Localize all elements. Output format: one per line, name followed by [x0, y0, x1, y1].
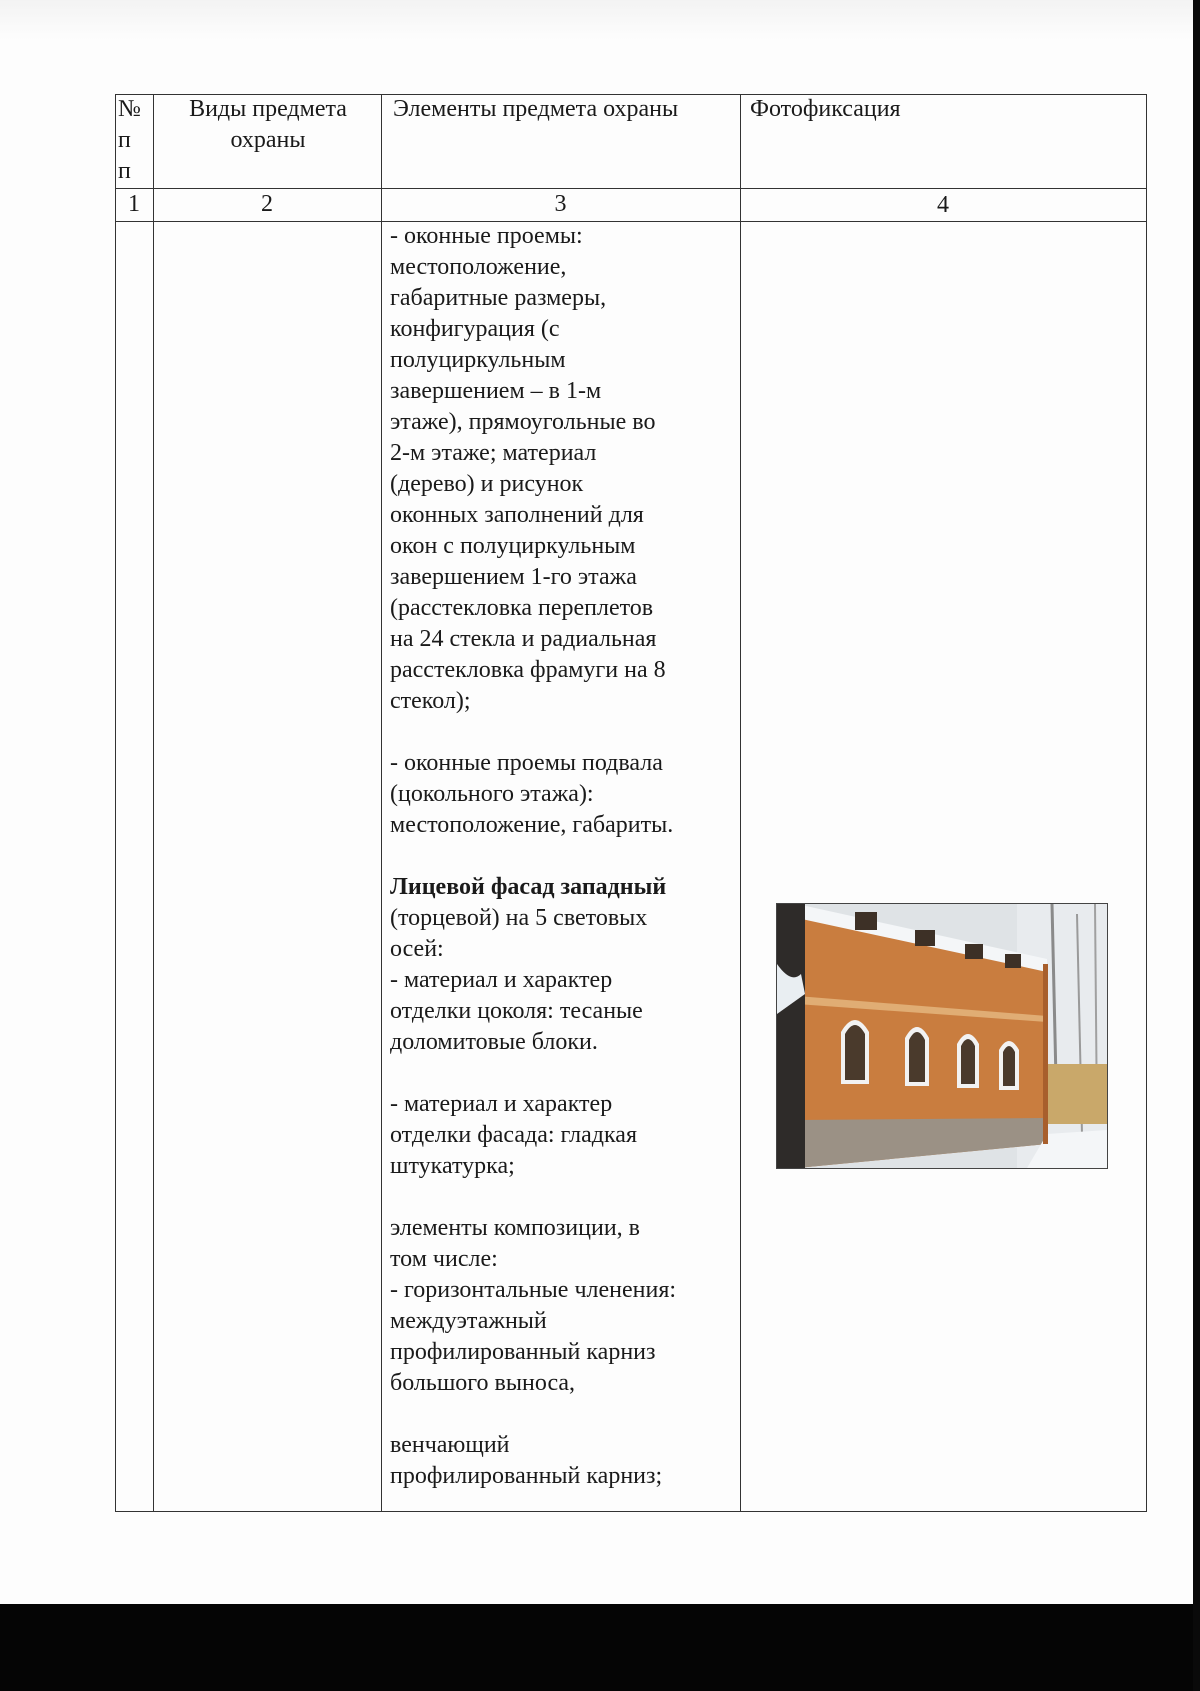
crowning-cornice-paragraph: венчающий профилированный карниз; [390, 1432, 663, 1489]
scan-shadow [0, 0, 1200, 40]
col-number-3: 3 [554, 191, 567, 217]
col-number-1: 1 [128, 191, 140, 217]
header-protection-elements: Элементы предмета охраны [393, 96, 679, 122]
facade-photo [776, 903, 1108, 1169]
col-number-2: 2 [261, 191, 273, 217]
west-facade-paragraph [390, 872, 730, 1058]
west-facade-text: (торцевой) на 5 световых осей: - материал и характер отделки цоколя: тесаные доломитовые блоки. [390, 905, 648, 1055]
protection-elements-cell [390, 221, 730, 1492]
scan-bottom-border [0, 1604, 1200, 1691]
header-number: № п п [118, 96, 141, 184]
windows-paragraph: - оконные проемы: местоположение, габаритные размеры, конфигурация (с полуциркульным завершением – в 1-м этаже), прямоугольные во 2-м этаже; материал (дерево) и рисунок оконных заполнений для окон с полуциркульным завершением 1-го этажа (расстекловка переплетов на 24 стекла и радиальная расстекловка фрамуги на 8 стекол); [390, 223, 666, 714]
west-facade-title: Лицевой фасад западный [390, 874, 667, 900]
facade-finish-paragraph: - материал и характер отделки фасада: гладкая штукатурка; [390, 1091, 637, 1179]
header-photo: Фотофиксация [750, 96, 901, 122]
scan-right-border [1193, 0, 1200, 1691]
composition-paragraph: элементы композиции, в том числе: - горизонтальные членения: междуэтажный профилированный карниз большого выноса, [390, 1215, 677, 1396]
col-number-4: 4 [937, 192, 949, 218]
basement-windows-paragraph: - оконные проемы подвала (цокольного этажа): местоположение, габариты. [390, 750, 674, 838]
header-protection-types: Виды предмета охраны [189, 96, 347, 153]
